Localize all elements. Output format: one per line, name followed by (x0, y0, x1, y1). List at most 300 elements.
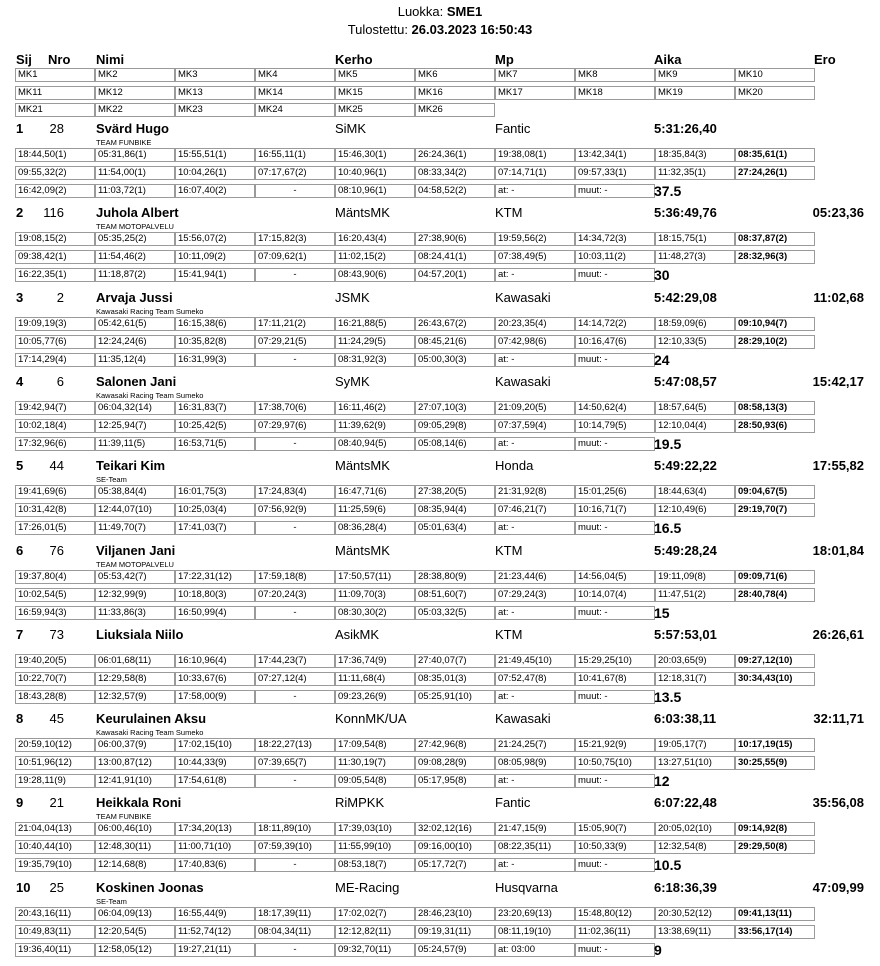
split-time-box: 12:58,05(12) (95, 943, 175, 957)
class-label: Luokka: (397, 4, 447, 19)
split-time-box: 11:47,51(2) (655, 588, 735, 602)
split-time-box: 10:25,42(5) (175, 419, 255, 433)
split-time-box: 10:18,80(3) (175, 588, 255, 602)
split-time-box: 12:12,82(11) (335, 925, 415, 939)
rider-total-time: 5:49:22,22 (654, 458, 717, 473)
rider-name: Koskinen Joonas (96, 880, 204, 895)
split-time-box: 19:36,40(11) (15, 943, 95, 957)
split-time-box: 16:20,43(4) (335, 232, 415, 246)
split-time-box: 27:38,90(6) (415, 232, 495, 246)
split-time-box: 18:57,64(5) (655, 401, 735, 415)
split-time-box: 06:01,68(11) (95, 654, 175, 668)
printed-label: Tulostettu: (347, 22, 412, 37)
split-time-box: 05:08,14(6) (415, 437, 495, 451)
split-time-box: 07:17,67(2) (255, 166, 335, 180)
split-time-box: 19:41,69(6) (15, 485, 95, 499)
penalty-at-box: at: - (495, 774, 575, 788)
rider-number: 28 (49, 121, 64, 136)
split-time-box: 15:21,92(9) (575, 738, 655, 752)
rider-club: MäntsMK (335, 205, 390, 220)
rider-total-time: 5:36:49,76 (654, 205, 717, 220)
split-time-box: 21:04,04(13) (15, 822, 95, 836)
split-time-box: 09:41,13(11) (735, 907, 815, 921)
split-time-box: 10:40,44(10) (15, 840, 95, 854)
rider-gap: 18:01,84 (812, 543, 864, 558)
rider-position: 7 (16, 627, 24, 642)
col-kerho: Kerho (335, 52, 373, 67)
split-time-box: 26:24,36(1) (415, 148, 495, 162)
mk-label-box: MK15 (335, 86, 415, 100)
split-time-box: 21:47,15(9) (495, 822, 575, 836)
split-time-box: 16:31,99(3) (175, 353, 255, 367)
split-time-box: 10:16,47(6) (575, 335, 655, 349)
rider-team: TEAM MOTOPALVELU (96, 560, 174, 569)
rider-team: Kawasaki Racing Team Sumeko (96, 728, 204, 737)
split-time-box: 10:33,67(6) (175, 672, 255, 686)
split-time-box: 08:35,01(3) (415, 672, 495, 686)
split-time-box: 27:42,96(8) (415, 738, 495, 752)
split-time-box: 08:35,61(1) (735, 148, 815, 162)
split-time-box: 06:04,09(13) (95, 907, 175, 921)
rider-name: Teikari Kim (96, 458, 166, 473)
split-time-box: 32:02,12(16) (415, 822, 495, 836)
penalty-at-box: at: - (495, 690, 575, 704)
split-time-box: 17:36,74(9) (335, 654, 415, 668)
split-time-box: 07:39,65(7) (255, 756, 335, 770)
split-time-box: 11:35,12(4) (95, 353, 175, 367)
split-time-box: 13:42,34(1) (575, 148, 655, 162)
split-time-box: - (255, 943, 335, 957)
split-time-box: 08:36,28(4) (335, 521, 415, 535)
rider-gap: 47:09,99 (812, 880, 864, 895)
split-time-box: 20:43,16(11) (15, 907, 95, 921)
rider-name: Keurulainen Aksu (96, 711, 207, 726)
split-time-box: 20:05,02(10) (655, 822, 735, 836)
split-time-box: 17:34,20(13) (175, 822, 255, 836)
split-time-box: 09:32,70(11) (335, 943, 415, 957)
class-header (0, 4, 880, 19)
split-time-box: 05:38,84(4) (95, 485, 175, 499)
split-time-box: 08:58,13(3) (735, 401, 815, 415)
split-time-box: 30:34,43(10) (735, 672, 815, 686)
rider-position: 5 (16, 458, 24, 473)
rider-bike: Fantic (495, 795, 531, 810)
rider-position: 3 (16, 290, 24, 305)
split-time-box: - (255, 184, 335, 198)
rider-position: 8 (16, 711, 24, 726)
split-time-box: 17:09,54(8) (335, 738, 415, 752)
split-time-box: 11:39,62(9) (335, 419, 415, 433)
split-time-box: 11:32,35(1) (655, 166, 735, 180)
split-time-box: 05:25,91(10) (415, 690, 495, 704)
mk-label-box: MK25 (335, 103, 415, 117)
rider-gap: 26:26,61 (812, 627, 864, 642)
split-time-box: 09:08,28(9) (415, 756, 495, 770)
split-time-box: 19:37,80(4) (15, 570, 95, 584)
split-time-box: 14:34,72(3) (575, 232, 655, 246)
rider-name: Liuksiala Niilo (96, 627, 184, 642)
split-time-box: 12:32,54(8) (655, 840, 735, 854)
mk-label-box: MK23 (175, 103, 255, 117)
split-time-box: 18:15,75(1) (655, 232, 735, 246)
penalty-at-box: at: - (495, 268, 575, 282)
rider-gap: 11:02,68 (813, 290, 864, 305)
split-time-box: 05:00,30(3) (415, 353, 495, 367)
split-time-box: 09:23,26(9) (335, 690, 415, 704)
rider-position: 10 (16, 880, 31, 895)
split-time-box: 07:20,24(3) (255, 588, 335, 602)
split-time-box: 33:56,17(14) (735, 925, 815, 939)
rider-club: AsikMK (335, 627, 380, 642)
split-time-box: 27:38,20(5) (415, 485, 495, 499)
rider-club: KonnMK/UA (335, 711, 407, 726)
mk-label-box: MK8 (575, 68, 655, 82)
split-time-box: 08:51,60(7) (415, 588, 495, 602)
split-time-box: 11:30,19(7) (335, 756, 415, 770)
rider-number: 2 (56, 290, 64, 305)
split-time-box: 14:14,72(2) (575, 317, 655, 331)
split-time-box: 16:55,11(1) (255, 148, 335, 162)
split-time-box: 07:14,71(1) (495, 166, 575, 180)
split-time-box: 19:09,19(3) (15, 317, 95, 331)
split-time-box: 16:53,71(5) (175, 437, 255, 451)
split-time-box: 04:58,52(2) (415, 184, 495, 198)
rider-team: TEAM FUNBIKE (96, 812, 152, 821)
split-time-box: 11:54,00(1) (95, 166, 175, 180)
split-time-box: 09:27,12(10) (735, 654, 815, 668)
split-time-box: 04:57,20(1) (415, 268, 495, 282)
rider-points: 16.5 (654, 520, 682, 536)
rider-club: RiMPKK (335, 795, 385, 810)
mk-label-box: MK26 (415, 103, 495, 117)
mk-label-box: MK1 (15, 68, 95, 82)
rider-number: 6 (56, 374, 64, 389)
split-time-box: 10:49,83(11) (15, 925, 95, 939)
split-time-box: 10:35,82(8) (175, 335, 255, 349)
col-aika: Aika (654, 52, 682, 67)
split-time-box: 16:01,75(3) (175, 485, 255, 499)
split-time-box: 12:20,54(5) (95, 925, 175, 939)
split-time-box: 07:29,97(6) (255, 419, 335, 433)
rider-points: 30 (654, 267, 670, 283)
mk-label-box: MK4 (255, 68, 335, 82)
rider-club: JSMK (335, 290, 370, 305)
split-time-box: 06:00,37(9) (95, 738, 175, 752)
split-time-box: 28:29,10(2) (735, 335, 815, 349)
split-time-box: 05:24,57(9) (415, 943, 495, 957)
split-time-box: 11:02,15(2) (335, 250, 415, 264)
split-time-box: 08:40,94(5) (335, 437, 415, 451)
mk-label-box: MK10 (735, 68, 815, 82)
split-time-box: 28:46,23(10) (415, 907, 495, 921)
split-time-box: 15:56,07(2) (175, 232, 255, 246)
split-time-box: 14:50,62(4) (575, 401, 655, 415)
split-time-box: 17:38,70(6) (255, 401, 335, 415)
split-time-box: 12:32,99(9) (95, 588, 175, 602)
split-time-box: 09:04,67(5) (735, 485, 815, 499)
penalty-other-box: muut: - (575, 690, 655, 704)
penalty-other-box: muut: - (575, 943, 655, 957)
split-time-box: 07:38,49(5) (495, 250, 575, 264)
split-time-box: 08:24,41(1) (415, 250, 495, 264)
split-time-box: - (255, 606, 335, 620)
rider-team: SE-Team (96, 897, 127, 906)
split-time-box: 09:05,54(8) (335, 774, 415, 788)
split-time-box: 09:05,29(8) (415, 419, 495, 433)
split-time-box: 19:35,79(10) (15, 858, 95, 872)
split-time-box: 12:29,58(8) (95, 672, 175, 686)
split-time-box: - (255, 437, 335, 451)
split-time-box: 07:37,59(4) (495, 419, 575, 433)
rider-position: 6 (16, 543, 24, 558)
split-time-box: 17:24,83(4) (255, 485, 335, 499)
split-time-box: 21:49,45(10) (495, 654, 575, 668)
rider-number: 73 (49, 627, 64, 642)
split-time-box: 09:09,71(6) (735, 570, 815, 584)
split-time-box: 08:33,34(2) (415, 166, 495, 180)
split-time-box: 05:53,42(7) (95, 570, 175, 584)
rider-name: Heikkala Roni (96, 795, 182, 810)
split-time-box: - (255, 353, 335, 367)
split-time-box: 17:22,31(12) (175, 570, 255, 584)
rider-gap: 17:55,82 (812, 458, 864, 473)
mk-label-box: MK19 (655, 86, 735, 100)
split-time-box: 16:07,40(2) (175, 184, 255, 198)
penalty-other-box: muut: - (575, 437, 655, 451)
rider-club: MäntsMK (335, 458, 390, 473)
split-time-box: 09:14,92(8) (735, 822, 815, 836)
rider-gap: 35:56,08 (812, 795, 864, 810)
split-time-box: 05:17,72(7) (415, 858, 495, 872)
rider-name: Juhola Albert (96, 205, 179, 220)
rider-bike: KTM (495, 627, 523, 642)
split-time-box: 08:05,98(9) (495, 756, 575, 770)
split-time-box: 12:10,33(5) (655, 335, 735, 349)
rider-points: 24 (654, 352, 670, 368)
rider-total-time: 5:47:08,57 (654, 374, 717, 389)
split-time-box: 06:04,32(14) (95, 401, 175, 415)
split-time-box: 17:50,57(11) (335, 570, 415, 584)
penalty-other-box: muut: - (575, 858, 655, 872)
split-time-box: 15:55,51(1) (175, 148, 255, 162)
split-time-box: 17:44,23(7) (255, 654, 335, 668)
split-time-box: 07:46,21(7) (495, 503, 575, 517)
split-time-box: 12:18,31(7) (655, 672, 735, 686)
split-time-box: 10:14,07(4) (575, 588, 655, 602)
split-time-box: 09:19,31(11) (415, 925, 495, 939)
rider-total-time: 5:49:28,24 (654, 543, 717, 558)
split-time-box: 21:23,44(6) (495, 570, 575, 584)
rider-points: 10.5 (654, 857, 682, 873)
split-time-box: 11:48,27(3) (655, 250, 735, 264)
split-time-box: 11:00,71(10) (175, 840, 255, 854)
col-mp: Mp (495, 52, 514, 67)
split-time-box: 10:50,33(9) (575, 840, 655, 854)
split-time-box: 08:37,87(2) (735, 232, 815, 246)
rider-name: Arvaja Jussi (96, 290, 173, 305)
split-time-box: 10:02,54(5) (15, 588, 95, 602)
split-time-box: 11:54,46(2) (95, 250, 175, 264)
split-time-box: 30:25,55(9) (735, 756, 815, 770)
split-time-box: 17:02,15(10) (175, 738, 255, 752)
split-time-box: 12:44,07(10) (95, 503, 175, 517)
split-time-box: 13:38,69(11) (655, 925, 735, 939)
split-time-box: 18:35,84(3) (655, 148, 735, 162)
split-time-box: 08:22,35(11) (495, 840, 575, 854)
rider-number: 21 (49, 795, 64, 810)
split-time-box: 17:40,83(6) (175, 858, 255, 872)
col-nro: Nro (48, 52, 71, 67)
rider-points: 12 (654, 773, 670, 789)
split-time-box: 05:42,61(5) (95, 317, 175, 331)
rider-total-time: 5:42:29,08 (654, 290, 717, 305)
split-time-box: 28:32,96(3) (735, 250, 815, 264)
split-time-box: 10:17,19(15) (735, 738, 815, 752)
split-time-box: 12:14,68(8) (95, 858, 175, 872)
rider-name: Svärd Hugo (96, 121, 169, 136)
rider-team: Kawasaki Racing Team Sumeko (96, 307, 204, 316)
split-time-box: 20:03,65(9) (655, 654, 735, 668)
split-time-box: 18:59,09(6) (655, 317, 735, 331)
split-time-box: 16:42,09(2) (15, 184, 95, 198)
split-time-box: 19:11,09(8) (655, 570, 735, 584)
split-time-box: 12:10,49(6) (655, 503, 735, 517)
rider-total-time: 6:07:22,48 (654, 795, 717, 810)
split-time-box: 15:29,25(10) (575, 654, 655, 668)
penalty-other-box: muut: - (575, 774, 655, 788)
split-time-box: 12:24,24(6) (95, 335, 175, 349)
split-time-box: 18:44,50(1) (15, 148, 95, 162)
split-time-box: 11:25,59(6) (335, 503, 415, 517)
split-time-box: 05:01,63(4) (415, 521, 495, 535)
split-time-box: 19:27,21(11) (175, 943, 255, 957)
rider-number: 45 (49, 711, 64, 726)
mk-label-box: MK11 (15, 86, 95, 100)
split-time-box: 17:02,02(7) (335, 907, 415, 921)
split-time-box: 29:19,70(7) (735, 503, 815, 517)
split-time-box: 23:20,69(13) (495, 907, 575, 921)
rider-club: SyMK (335, 374, 370, 389)
rider-bike: Kawasaki (495, 711, 551, 726)
split-time-box: 11:55,99(10) (335, 840, 415, 854)
split-time-box: 07:27,12(4) (255, 672, 335, 686)
split-time-box: 10:05,77(6) (15, 335, 95, 349)
mk-label-box: MK18 (575, 86, 655, 100)
penalty-other-box: muut: - (575, 353, 655, 367)
rider-number: 44 (49, 458, 64, 473)
split-time-box: 08:31,92(3) (335, 353, 415, 367)
split-time-box: 29:29,50(8) (735, 840, 815, 854)
split-time-box: 07:29,21(5) (255, 335, 335, 349)
split-time-box: 08:04,34(11) (255, 925, 335, 939)
mk-label-box: MK6 (415, 68, 495, 82)
split-time-box: 06:00,46(10) (95, 822, 175, 836)
mk-label-box: MK5 (335, 68, 415, 82)
mk-label-box: MK16 (415, 86, 495, 100)
split-time-box: 16:47,71(6) (335, 485, 415, 499)
mk-label-box: MK12 (95, 86, 175, 100)
split-time-box: 08:30,30(2) (335, 606, 415, 620)
mk-label-box: MK17 (495, 86, 575, 100)
split-time-box: 10:51,96(12) (15, 756, 95, 770)
split-time-box: 11:49,70(7) (95, 521, 175, 535)
split-time-box: 19:05,17(7) (655, 738, 735, 752)
split-time-box: 19:42,94(7) (15, 401, 95, 415)
split-time-box: 15:41,94(1) (175, 268, 255, 282)
rider-bike: KTM (495, 205, 523, 220)
split-time-box: 19:59,56(2) (495, 232, 575, 246)
split-time-box: 16:50,99(4) (175, 606, 255, 620)
split-time-box: 07:52,47(8) (495, 672, 575, 686)
split-time-box: 11:52,74(12) (175, 925, 255, 939)
split-time-box: 14:56,04(5) (575, 570, 655, 584)
split-time-box: 08:53,18(7) (335, 858, 415, 872)
rider-club: ME-Racing (335, 880, 400, 895)
rider-position: 4 (16, 374, 24, 389)
penalty-other-box: muut: - (575, 268, 655, 282)
split-time-box: 10:40,96(1) (335, 166, 415, 180)
split-time-box: 20:30,52(12) (655, 907, 735, 921)
split-time-box: 27:40,07(7) (415, 654, 495, 668)
penalty-at-box: at: - (495, 437, 575, 451)
split-time-box: 16:31,83(7) (175, 401, 255, 415)
mk-label-box: MK22 (95, 103, 175, 117)
rider-position: 1 (16, 121, 24, 136)
rider-points: 37.5 (654, 183, 682, 199)
split-time-box: 27:07,10(3) (415, 401, 495, 415)
split-time-box: 07:29,24(3) (495, 588, 575, 602)
split-time-box: 11:09,70(3) (335, 588, 415, 602)
split-time-box: 09:10,94(7) (735, 317, 815, 331)
split-time-box: 10:25,03(4) (175, 503, 255, 517)
split-time-box: 21:24,25(7) (495, 738, 575, 752)
split-time-box: 16:22,35(1) (15, 268, 95, 282)
penalty-other-box: muut: - (575, 184, 655, 198)
split-time-box: 17:11,21(2) (255, 317, 335, 331)
split-time-box: 17:32,96(6) (15, 437, 95, 451)
penalty-other-box: muut: - (575, 521, 655, 535)
split-time-box: 08:35,94(4) (415, 503, 495, 517)
rider-gap: 15:42,17 (812, 374, 864, 389)
penalty-at-box: at: - (495, 606, 575, 620)
split-time-box: 10:03,11(2) (575, 250, 655, 264)
split-time-box: 07:59,39(10) (255, 840, 335, 854)
split-time-box: 17:58,00(9) (175, 690, 255, 704)
rider-points: 9 (654, 942, 662, 958)
printed-value: 26.03.2023 16:50:43 (411, 22, 533, 37)
split-time-box: 19:28,11(9) (15, 774, 95, 788)
split-time-box: 16:55,44(9) (175, 907, 255, 921)
rider-bike: KTM (495, 543, 523, 558)
split-time-box: 19:08,15(2) (15, 232, 95, 246)
split-time-box: 16:11,46(2) (335, 401, 415, 415)
mk-label-box: MK14 (255, 86, 335, 100)
rider-bike: Husqvarna (495, 880, 558, 895)
split-time-box: 13:27,51(10) (655, 756, 735, 770)
split-time-box: 10:14,79(5) (575, 419, 655, 433)
split-time-box: 10:44,33(9) (175, 756, 255, 770)
split-time-box: 27:24,26(1) (735, 166, 815, 180)
mk-label-box: MK7 (495, 68, 575, 82)
split-time-box: 05:31,86(1) (95, 148, 175, 162)
split-time-box: 20:59,10(12) (15, 738, 95, 752)
rider-gap: 32:11,71 (813, 711, 864, 726)
split-time-box: 28:40,78(4) (735, 588, 815, 602)
rider-total-time: 6:03:38,11 (654, 711, 717, 726)
rider-name: Viljanen Jani (96, 543, 176, 558)
split-time-box: 05:03,32(5) (415, 606, 495, 620)
penalty-at-box: at: 03:00 (495, 943, 575, 957)
